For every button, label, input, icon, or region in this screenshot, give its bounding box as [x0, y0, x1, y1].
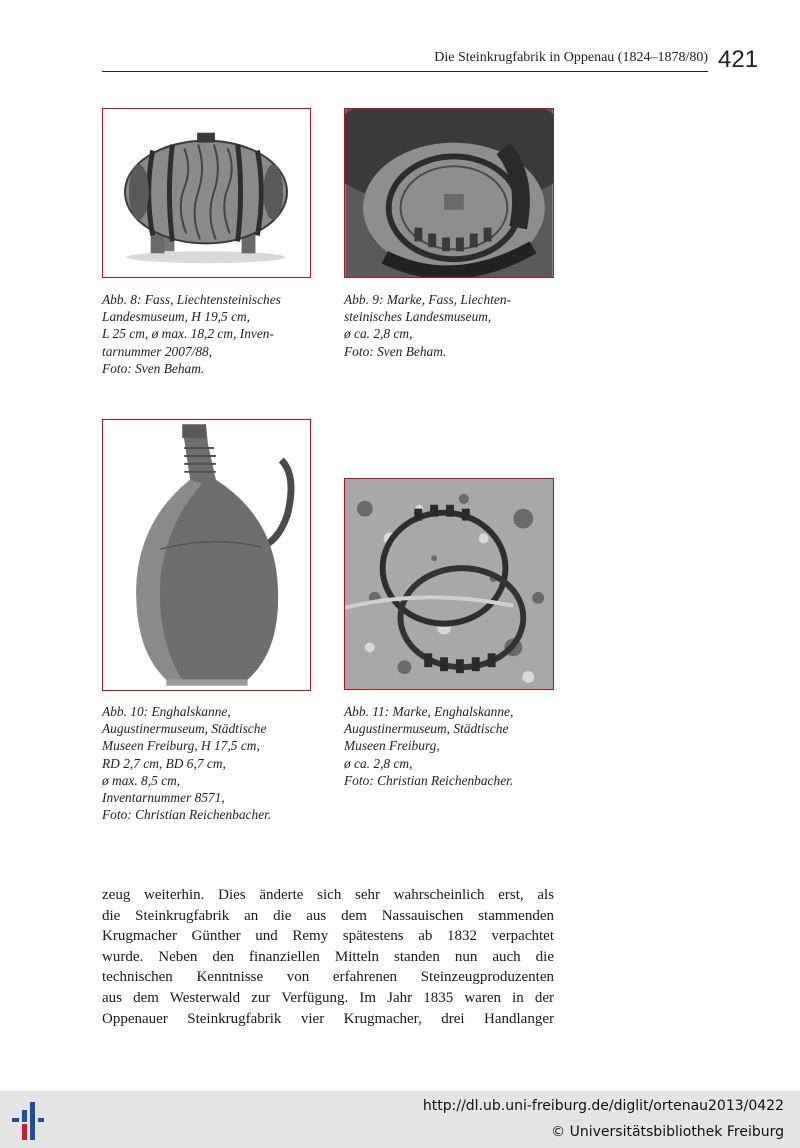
- caption-line: Foto: Christian Reichenbacher.: [102, 807, 272, 823]
- caption-line: RD 2,7 cm, BD 6,7 cm,: [102, 755, 226, 771]
- body-line: die Steinkrugfabrik an die aus dem Nassauischen stammenden: [102, 907, 554, 924]
- ub-freiburg-logo-icon: [12, 1100, 52, 1142]
- caption-line: tarnummer 2007/88,: [102, 343, 213, 359]
- caption-line: Foto: Sven Beham.: [102, 360, 205, 376]
- caption-line: Museen Freiburg,: [344, 738, 440, 754]
- barrel-maker-mark-image: [345, 109, 553, 277]
- caption-line: ø ca. 2,8 cm,: [344, 326, 413, 342]
- figure-9-caption: [344, 291, 511, 360]
- stoneware-jug-image: [103, 420, 310, 690]
- figure-9-photo: [344, 108, 554, 278]
- body-line: wurde. Neben den finanziellen Mitteln standen nun auch die: [102, 948, 554, 965]
- figure-11-caption: [344, 703, 513, 789]
- body-line: technischen Kenntnisse von erfahrenen Steinzeugproduzenten: [102, 969, 554, 986]
- body-line: aus dem Westerwald zur Verfügung. Im Jahr 1835 waren in der: [102, 989, 554, 1006]
- jug-maker-mark-image: [345, 479, 553, 689]
- body-line: Krugmacher Günther und Remy spätestens ab 1832 verpachtet: [102, 928, 554, 945]
- body-line: Oppenauer Steinkrugfabrik vier Krugmacher, drei Handlanger: [102, 1010, 554, 1027]
- caption-line: Foto: Christian Reichenbacher.: [344, 772, 514, 788]
- caption-line: Augustinermuseum, Städtische: [102, 721, 267, 737]
- caption-line: Museen Freiburg, H 17,5 cm,: [102, 738, 260, 754]
- body-line: zeug weiterhin. Dies änderte sich sehr wahrscheinlich erst, als: [102, 887, 554, 903]
- figure-10-photo: [102, 419, 311, 691]
- running-header-title: Die Steinkrugfabrik in Oppenau (1824–1878/80): [434, 50, 708, 65]
- page-number: 421: [718, 46, 759, 73]
- figure-10-caption: [102, 703, 271, 823]
- stoneware-barrel-image: [103, 109, 310, 277]
- figure-8-caption: [102, 291, 281, 377]
- caption-line: Foto: Sven Beham.: [344, 343, 447, 359]
- caption-line: Abb. 10: Enghalskanne,: [102, 704, 231, 719]
- caption-line: L 25 cm, ø max. 18,2 cm, Inven-: [102, 326, 274, 342]
- caption-line: steinisches Landesmuseum,: [344, 309, 492, 325]
- footer-url-link[interactable]: http://dl.ub.uni-freiburg.de/diglit/ortenau2013/0422: [422, 1098, 784, 1114]
- header-rule: [102, 71, 708, 72]
- caption-line: ø max. 8,5 cm,: [102, 772, 181, 788]
- footer-copyright: © Universitätsbibliothek Freiburg: [551, 1124, 784, 1140]
- caption-line: Abb. 8: Fass, Liechtensteinisches: [102, 292, 281, 307]
- body-paragraph: [102, 885, 554, 1029]
- caption-line: ø ca. 2,8 cm,: [344, 755, 413, 771]
- caption-line: Abb. 11: Marke, Enghalskanne,: [344, 704, 514, 719]
- figure-11-photo: [344, 478, 554, 690]
- caption-line: Abb. 9: Marke, Fass, Liechten-: [344, 292, 511, 307]
- figure-8-photo: [102, 108, 311, 278]
- caption-line: Inventarnummer 8571,: [102, 790, 225, 806]
- caption-line: Augustinermuseum, Städtische: [344, 721, 509, 737]
- caption-line: Landesmuseum, H 19,5 cm,: [102, 309, 251, 325]
